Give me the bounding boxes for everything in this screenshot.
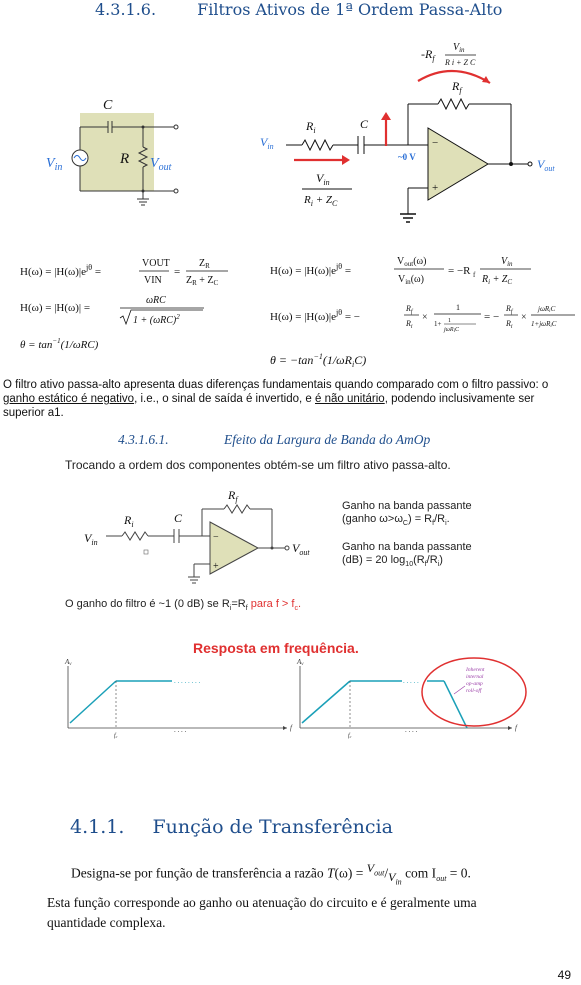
page-number: 49 (557, 968, 571, 982)
gain-text-2: (dB) = 20 $\log_{10}(R_f/R_i)$ (342, 554, 443, 569)
underline-non-unity: é não unitário (315, 393, 385, 405)
vin-label: $V_{in}$ (260, 135, 274, 151)
paragraph2-line3: quantidade complexa. (47, 914, 166, 930)
gain-frac-den: R i + Z C (445, 58, 476, 67)
svg-text:jωRiC: jωRiC (444, 327, 459, 334)
subsection-title: Efeito da Largura de Banda do AmOp (224, 432, 431, 447)
svg-text:Vout(ω): $V_{out}(\omega)$ (397, 256, 427, 268)
svg-text:1+: 1+ (434, 320, 442, 328)
ri-label: $R_i$ (306, 119, 316, 135)
vin-label: $V_{in}$ (46, 156, 63, 173)
svg-text:Vin: $V_{in}$ (84, 531, 98, 547)
svg-text:Av: Av (297, 658, 304, 667)
svg-text:+: + (213, 561, 219, 572)
svg-text:internal: internal (466, 674, 484, 680)
frequency-response-plots (62, 656, 527, 741)
svg-text:f: f (515, 724, 517, 732)
rf-label: $R_f$ (452, 79, 462, 95)
svg-text:VOUT: VOUT (142, 258, 170, 269)
svg-text:roll-off: roll-off (466, 688, 482, 694)
svg-text:. . . .: . . . . (174, 726, 187, 734)
svg-text:×: × (521, 312, 527, 323)
svg-text:= −R: = −R (448, 265, 471, 277)
svg-text:. . . . .: . . . . . (403, 677, 419, 685)
paragraph2-line1: Designa-se por função de transferência a razão $T(\omega) = ^{V_{out}}/_{V_{in}}$ com $I_{out} = 0$. (71, 861, 471, 887)
svg-text:Vin: $V_{in}$ (501, 256, 513, 268)
current-frac-den: $R_i + Z_C$ (304, 194, 338, 208)
slide-intro: Trocando a ordem dos componentes obtém-se um filtro ativo passa-alto. (65, 458, 451, 472)
svg-text:θ = −tan−1(1/ωRiC): $\theta = -\tan^{-1}(1/\omega R_iC)$ (270, 352, 367, 369)
underline-negative-gain: ganho estático é negativo (3, 393, 135, 405)
gain-box (342, 500, 572, 571)
svg-text:Rf: $R_f$ (228, 488, 238, 504)
svg-text:fc: fc (348, 733, 352, 739)
paragraph-transfer-function (3, 858, 581, 933)
svg-text:Ri: $R_i$ (406, 319, 413, 330)
gain-frac-num: $V_{in}$ (453, 42, 465, 54)
svg-text:Av: Av (65, 658, 72, 667)
active-highpass-circuit (258, 38, 581, 226)
svg-text:= −: = − (484, 311, 500, 323)
svg-text:. . . .: . . . . (405, 726, 418, 734)
section2-number: 4.1.1. (70, 816, 125, 838)
svg-text:1: 1 (456, 303, 460, 312)
slide-footer: O ganho do filtro é ~1 (0 dB) se $R_i=R_f$ para $f > f_c$. (65, 598, 302, 613)
svg-text:. . . . . . . .: . . . . . . . . (174, 677, 201, 685)
svg-text:jωRiC: jωRiC (538, 305, 556, 314)
section2-title: Função de Transferência (152, 816, 393, 838)
svg-text:=: = (174, 266, 181, 278)
svg-text:1+jωRiC: 1+jωRiC (531, 320, 557, 329)
gain-title-2: Ganho na banda passante (342, 541, 472, 554)
eq1: $H(\omega) = |H(\omega)|e^{j\theta}$ = (20, 263, 102, 278)
section-number: 4.3.1.6. (95, 0, 157, 19)
passive-highpass-circuit (40, 95, 190, 210)
svg-text:f: f (290, 724, 292, 732)
gain-text-1: (ganho $\omega>\omega_C) = R_f/R_i$. (342, 513, 450, 528)
svg-text:Vin(ω): $V_{in}(\omega)$ (398, 274, 424, 286)
svg-text:Ri + ZC: $R_i + Z_C$ (482, 274, 513, 286)
svg-text:ZR + ZC: $Z_R + Z_C$ (186, 275, 219, 287)
svg-text:Ri: $R_i$ (124, 513, 134, 529)
current-frac-num: $V_{in}$ (316, 171, 330, 187)
svg-text:H(ω) = |H(ω)|ejθ = −: $H(\omega) = |H(\omega)|e^{j\theta}$ = − (270, 308, 360, 323)
eq3: $\theta = \tan^{-1}(1/\omega RC)$ (20, 337, 99, 351)
svg-text:Ri: $R_i$ (506, 319, 513, 330)
vout-label: $V_{out}$ (537, 157, 555, 173)
svg-text:Rf: $R_f$ (506, 304, 513, 315)
equations-right (266, 250, 581, 370)
svg-text:C: C (174, 511, 183, 525)
svg-text:f: f (473, 271, 476, 279)
gain-label-top: $-R_f$ (421, 47, 435, 63)
svg-text:ωRC: ωRC (146, 295, 166, 306)
svg-text:Rf: $R_f$ (406, 304, 413, 315)
slide-circuit (82, 484, 327, 589)
c-label: C (360, 117, 369, 131)
svg-text:Vout: $V_{out}$ (292, 541, 310, 557)
svg-text:op-amp: op-amp (466, 681, 483, 687)
svg-text:1 + (ωRC)2: $1 + (\omega RC)^2$ (133, 313, 180, 326)
svg-text:H(ω) = |H(ω)| =: H(ω) = |H(ω)| = (20, 302, 91, 314)
r-label: R (120, 151, 130, 167)
section-title: Filtros Ativos de 1ª Ordem Passa-Alto (197, 0, 503, 19)
svg-text:−: − (432, 137, 439, 149)
paragraph2-line2: Esta função corresponde ao ganho ou atenuação do circuito e é geralmente uma (47, 894, 477, 910)
subsection-number: 4.3.1.6.1. (118, 432, 169, 447)
equations-left (14, 248, 244, 358)
svg-text:ZR: $Z_R$ (199, 258, 210, 270)
svg-text:×: × (422, 312, 428, 323)
subsection-heading (118, 432, 430, 448)
svg-text:+: + (432, 182, 439, 194)
vout-label: $V_{out}$ (150, 156, 172, 173)
svg-text:fc: fc (114, 733, 118, 739)
svg-text:VIN: VIN (144, 275, 162, 286)
c-label: C (103, 98, 113, 113)
section-heading (95, 0, 502, 19)
svg-text:H(ω) = |H(ω)|ejθ =: $H(\omega) = |H(\omega)|e^{j\theta}$ = (270, 262, 352, 277)
svg-text:−: − (213, 532, 219, 543)
zero-volt-label: ~0 V (398, 152, 416, 162)
svg-text:1: 1 (448, 318, 451, 324)
section2-heading (70, 816, 393, 838)
paragraph-highpass-differences: O filtro ativo passa-alto apresenta duas diferenças fundamentais quando comparado com o filtro passivo: o ganho estático é negativo, i.e., o sinal de saída é invertido, e é não unitário, podendo inclusivamente ser superior a1. (3, 379, 549, 419)
svg-text:Inherent: Inherent (466, 667, 485, 673)
gain-title-1: Ganho na banda passante (342, 500, 472, 512)
response-title: Resposta em frequência. (193, 640, 359, 656)
